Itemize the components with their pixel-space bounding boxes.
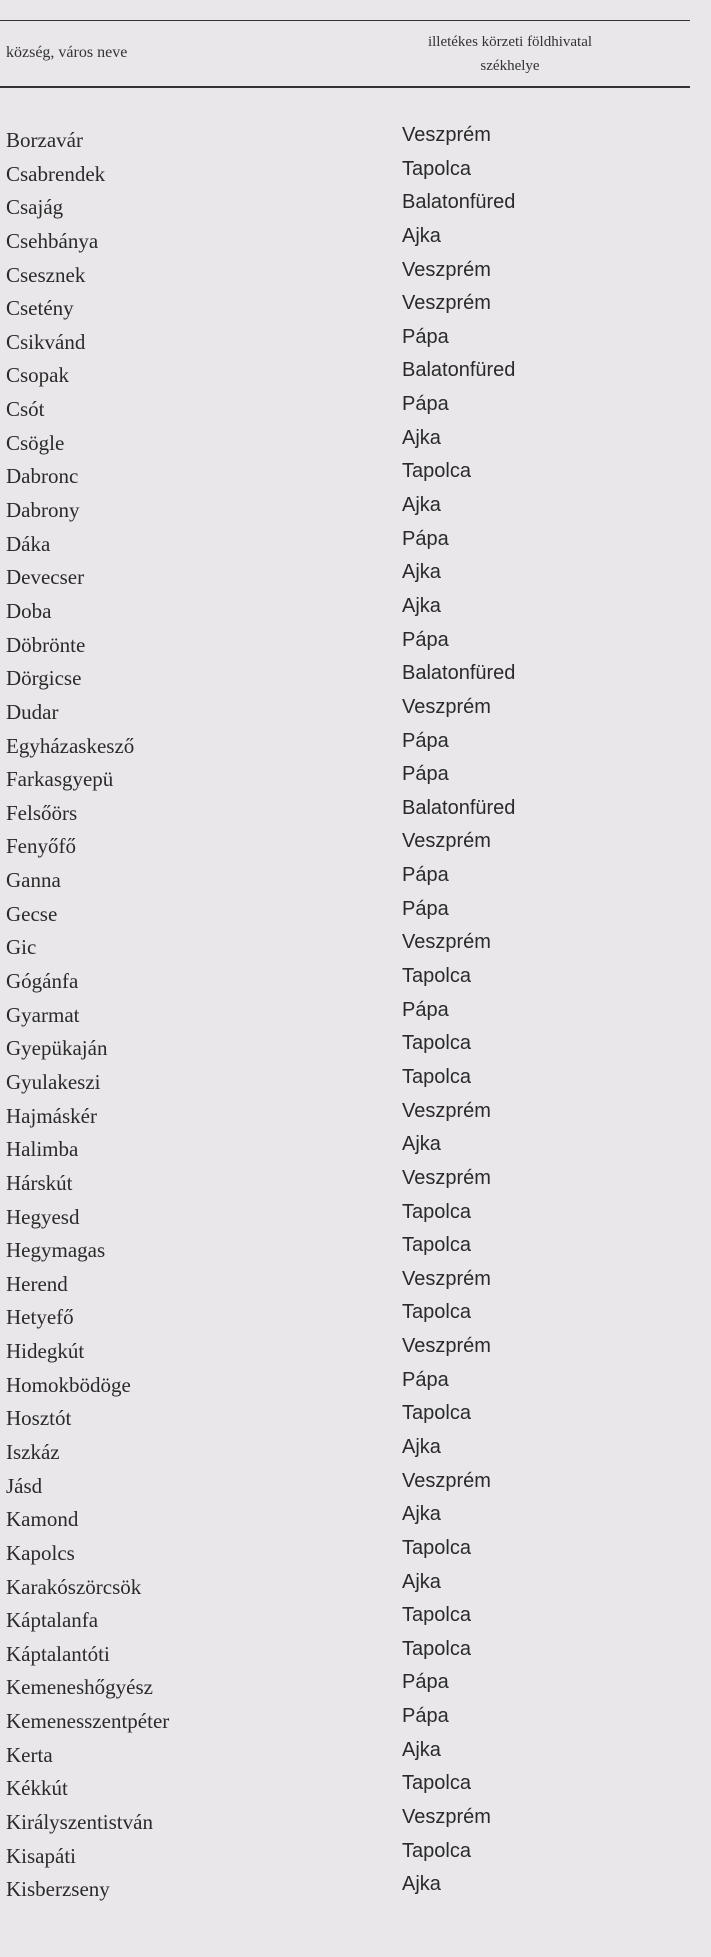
municipality-name: Kerta (6, 1742, 53, 1767)
municipality-name: Dabrony (6, 498, 80, 523)
land-office-seat: Ajka (402, 426, 441, 449)
table-row (0, 124, 690, 162)
table-row (0, 763, 690, 801)
municipality-name: Karakószörcsök (6, 1574, 142, 1599)
table-row (0, 1133, 690, 1171)
municipality-name: Csajág (6, 195, 64, 220)
municipality-name: Homokbödöge (6, 1372, 131, 1397)
land-office-seat: Tapolca (402, 1065, 471, 1088)
municipality-name: Gyepükaján (6, 1036, 108, 1061)
land-office-seat: Ajka (402, 494, 441, 517)
table-row (0, 1503, 690, 1541)
municipality-table (0, 124, 690, 1911)
land-office-seat: Veszprém (402, 292, 491, 315)
municipality-name: Kamond (6, 1507, 79, 1532)
municipality-name: Gyarmat (6, 1002, 80, 1027)
municipality-name: Devecser (6, 565, 85, 590)
municipality-name: Farkasgyepü (6, 767, 114, 792)
land-office-seat: Ajka (402, 1435, 441, 1458)
land-office-seat: Pápa (402, 763, 449, 786)
header-rule (0, 86, 690, 88)
land-office-seat: Pápa (402, 864, 449, 887)
municipality-name: Fenyőfő (6, 834, 76, 859)
land-office-seat: Balatonfüred (402, 359, 516, 382)
municipality-name: Hetyefő (6, 1305, 74, 1330)
table-row (0, 897, 690, 936)
land-office-seat: Ajka (402, 1873, 441, 1896)
municipality-name: Dörgicse (6, 666, 82, 691)
municipality-name: Kisapáti (6, 1843, 76, 1868)
land-office-seat: Ajka (402, 1503, 441, 1526)
table-row (0, 1604, 690, 1642)
land-office-seat: Ajka (402, 224, 441, 247)
municipality-name: Csikvánd (6, 329, 86, 354)
table-row (0, 864, 690, 902)
table-row (0, 830, 690, 868)
land-office-seat: Pápa (402, 998, 449, 1021)
land-office-seat: Tapolca (402, 1637, 471, 1660)
municipality-name: Herend (6, 1271, 68, 1296)
table-row (0, 1637, 690, 1676)
table-row (0, 628, 690, 667)
land-office-seat: Pápa (402, 729, 449, 752)
municipality-name: Borzavár (6, 128, 83, 152)
table-row (0, 157, 690, 196)
land-office-seat: Veszprém (402, 124, 491, 146)
land-office-seat: Pápa (402, 325, 449, 348)
table-row (0, 1166, 690, 1205)
land-office-seat: Pápa (402, 1705, 449, 1728)
land-office-seat: Tapolca (402, 1301, 471, 1324)
table-row (0, 359, 690, 397)
land-office-seat: Veszprém (402, 1166, 491, 1189)
municipality-name: Gecse (6, 901, 58, 926)
table-row (0, 1435, 690, 1474)
table-row (0, 594, 690, 633)
land-office-seat: Veszprém (402, 1335, 491, 1358)
municipality-name: Gyulakeszi (6, 1069, 101, 1094)
municipality-name: Hegymagas (6, 1238, 106, 1263)
municipality-name: Hárskút (6, 1170, 73, 1195)
municipality-name: Hidegkút (6, 1339, 85, 1364)
table-row (0, 1032, 690, 1070)
table-row (0, 662, 690, 700)
municipality-name: Ganna (6, 868, 61, 893)
land-office-seat: Ajka (402, 594, 441, 617)
table-row (0, 1234, 690, 1272)
table-row (0, 1806, 690, 1844)
municipality-name: Hajmáskér (6, 1103, 97, 1128)
table-row (0, 1301, 690, 1339)
land-office-seat: Ajka (402, 1738, 441, 1761)
municipality-name: Csót (6, 397, 45, 422)
table-row (0, 1536, 690, 1575)
municipality-name: Káptalantóti (6, 1641, 110, 1666)
table-row (0, 393, 690, 431)
municipality-name: Káptalanfa (6, 1608, 99, 1633)
municipality-name: Csehbánya (6, 228, 99, 253)
land-office-seat: Veszprém (402, 1099, 491, 1122)
municipality-name: Kemenesszentpéter (6, 1709, 170, 1734)
table-row (0, 1469, 690, 1508)
table-row (0, 494, 690, 532)
land-office-seat: Tapolca (402, 1200, 471, 1223)
municipality-name: Dudar (6, 699, 59, 724)
table-row (0, 1671, 690, 1709)
table-row (0, 460, 690, 498)
land-office-seat: Veszprém (402, 1267, 491, 1290)
land-office-seat: Pápa (402, 897, 449, 920)
municipality-name: Királyszentistván (6, 1810, 153, 1835)
municipality-name: Kemeneshőgyész (6, 1675, 153, 1700)
table-row (0, 325, 690, 364)
table-row (0, 1570, 690, 1609)
column-header-municipality: község, város neve (6, 44, 128, 61)
table-row (0, 1772, 690, 1810)
table-row (0, 527, 690, 566)
land-office-seat: Tapolca (402, 1032, 471, 1055)
table-row (0, 1099, 690, 1138)
municipality-name: Doba (6, 598, 52, 623)
land-office-seat: Pápa (402, 1368, 449, 1391)
land-office-seat: Tapolca (402, 1536, 471, 1559)
table-row (0, 1368, 690, 1407)
municipality-name: Dáka (6, 531, 51, 556)
land-office-seat: Ajka (402, 561, 441, 584)
table-row (0, 931, 690, 969)
land-office-seat: Tapolca (402, 1604, 471, 1627)
table-row (0, 1065, 690, 1104)
municipality-name: Egyházaskesző (6, 733, 135, 758)
table-row (0, 191, 690, 229)
municipality-name: Hegyesd (6, 1204, 80, 1229)
municipality-name: Kapolcs (6, 1540, 75, 1565)
table-row (0, 258, 690, 297)
table-row (0, 965, 690, 1003)
municipality-name: Csopak (6, 363, 69, 388)
top-rule (0, 20, 690, 21)
table-row (0, 1839, 690, 1878)
table-row (0, 292, 690, 330)
table-row (0, 729, 690, 768)
municipality-name: Gic (6, 935, 37, 960)
land-office-seat: Veszprém (402, 931, 491, 954)
land-office-seat: Tapolca (402, 460, 471, 483)
table-row (0, 1738, 690, 1777)
table-row (0, 1873, 690, 1911)
land-office-seat: Tapolca (402, 1402, 471, 1425)
land-office-seat: Veszprém (402, 1469, 491, 1492)
municipality-name: Kisberzseny (6, 1877, 110, 1902)
table-row (0, 224, 690, 263)
land-office-seat: Balatonfüred (402, 662, 516, 685)
municipality-name: Döbrönte (6, 632, 86, 657)
table-row (0, 695, 690, 734)
land-office-seat: Ajka (402, 1570, 441, 1593)
land-office-seat: Pápa (402, 1671, 449, 1694)
municipality-name: Jásd (6, 1473, 43, 1498)
table-row (0, 1267, 690, 1306)
table-row (0, 998, 690, 1037)
municipality-name: Hosztót (6, 1406, 72, 1431)
municipality-name: Halimba (6, 1137, 79, 1162)
municipality-name: Csetény (6, 296, 74, 321)
land-office-seat: Balatonfüred (402, 191, 516, 214)
land-office-seat: Tapolca (402, 157, 471, 180)
column-header-land-office-line2: székhelye (480, 58, 540, 74)
table-row (0, 1402, 690, 1440)
municipality-name: Dabronc (6, 464, 79, 489)
municipality-name: Felsőörs (6, 800, 78, 825)
land-office-seat: Veszprém (402, 830, 491, 853)
table-row (0, 1335, 690, 1373)
table-row (0, 1705, 690, 1743)
land-office-seat: Tapolca (402, 1772, 471, 1795)
column-header-land-office (355, 30, 665, 78)
municipality-name: Gógánfa (6, 969, 79, 994)
table-row (0, 426, 690, 465)
municipality-name: Iszkáz (6, 1439, 60, 1464)
table-row (0, 796, 690, 835)
land-office-seat: Ajka (402, 1133, 441, 1156)
land-office-seat: Veszprém (402, 1806, 491, 1829)
table-row (0, 1200, 690, 1239)
land-office-seat: Pápa (402, 393, 449, 416)
land-office-seat: Tapolca (402, 1234, 471, 1257)
municipality-name: Csögle (6, 430, 65, 455)
municipality-name: Kékkút (6, 1776, 68, 1801)
land-office-seat: Pápa (402, 628, 449, 651)
municipality-name: Csabrendek (6, 161, 106, 186)
land-office-seat: Tapolca (402, 1839, 471, 1862)
municipality-name: Csesznek (6, 262, 86, 287)
table-row (0, 561, 690, 599)
land-office-seat: Veszprém (402, 258, 491, 281)
land-office-seat: Veszprém (402, 695, 491, 718)
column-header-land-office-line1: illetékes körzeti földhivatal (427, 34, 593, 50)
land-office-seat: Tapolca (402, 965, 471, 988)
land-office-seat: Pápa (402, 527, 449, 550)
land-office-seat: Balatonfüred (402, 796, 516, 819)
